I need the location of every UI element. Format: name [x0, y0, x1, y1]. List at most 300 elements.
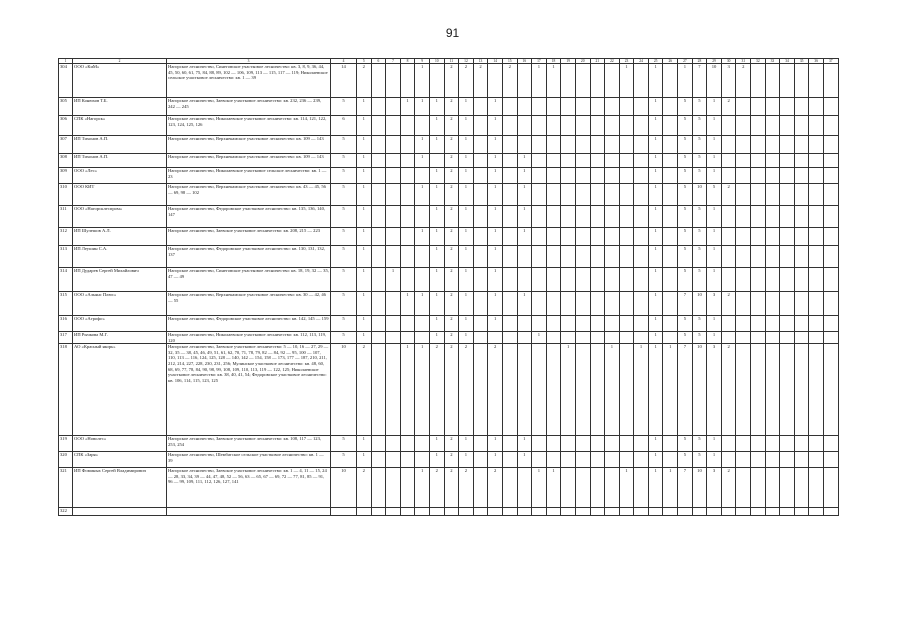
column-number: 20 — [575, 59, 590, 64]
value-cell — [575, 468, 590, 508]
forestry-location: Нагорское лесничество, Заевское участковое лесничество: кв. 108, 117 — 123, 253, 254 — [167, 436, 331, 452]
value-cell — [809, 246, 824, 268]
value-cell: 2 — [444, 184, 459, 206]
value-cell — [502, 98, 517, 116]
value-cell — [415, 316, 430, 332]
column-number: 37 — [824, 59, 839, 64]
value-cell — [663, 452, 678, 468]
value-cell: 2 — [444, 98, 459, 116]
value-cell — [546, 452, 561, 468]
value-cell — [824, 116, 839, 136]
value-cell — [780, 344, 795, 436]
value-cell — [546, 206, 561, 228]
value-cell — [561, 64, 576, 98]
value-cell — [561, 268, 576, 292]
value-cell — [663, 136, 678, 154]
value-cell — [575, 98, 590, 116]
value-cell — [502, 228, 517, 246]
value-cell — [619, 344, 634, 436]
row-number: 305 — [59, 98, 73, 116]
value-cell — [780, 332, 795, 344]
value-cell — [780, 292, 795, 316]
row-number: 316 — [59, 316, 73, 332]
value-cell — [546, 116, 561, 136]
value-cell — [546, 344, 561, 436]
value-cell: 2 — [721, 344, 736, 436]
value-cell — [780, 436, 795, 452]
value-cell — [780, 468, 795, 508]
value-cell — [605, 154, 620, 168]
value-cell — [400, 136, 415, 154]
value-cell: 3 — [707, 468, 722, 508]
value-cell — [634, 508, 649, 516]
organization-name: СПК «Нагорск» — [73, 116, 167, 136]
value-cell — [561, 184, 576, 206]
value-cell — [502, 332, 517, 344]
value-cell: 2 — [444, 436, 459, 452]
table-row — [59, 332, 839, 344]
value-cell: 1 — [707, 316, 722, 332]
column-number: 16 — [517, 59, 532, 64]
forestry-location: Нагорское лесничество, Николаевское участковое сельское лесничество: кв. 1 — 23 — [167, 168, 331, 184]
value-cell — [561, 228, 576, 246]
value-cell — [502, 292, 517, 316]
value-cell: 5 — [331, 98, 357, 116]
value-cell — [371, 468, 386, 508]
value-cell — [590, 292, 605, 316]
value-cell: 1 — [707, 98, 722, 116]
table-row — [59, 184, 839, 206]
value-cell: 1 — [415, 292, 430, 316]
value-cell: 2 — [721, 98, 736, 116]
value-cell — [590, 154, 605, 168]
value-cell: 2 — [736, 64, 751, 98]
value-cell: 1 — [429, 228, 444, 246]
value-cell: 5 — [692, 228, 707, 246]
table-row — [59, 98, 839, 116]
value-cell — [751, 268, 766, 292]
value-cell: 5 — [692, 206, 707, 228]
value-cell — [561, 98, 576, 116]
value-cell — [794, 452, 809, 468]
value-cell: 2 — [444, 292, 459, 316]
forestry-location — [167, 508, 331, 516]
value-cell: 3 — [707, 344, 722, 436]
value-cell — [780, 116, 795, 136]
value-cell: 1 — [429, 292, 444, 316]
value-cell — [400, 184, 415, 206]
value-cell — [575, 268, 590, 292]
value-cell — [765, 116, 780, 136]
organization-name: ООО «КиМ» — [73, 64, 167, 98]
value-cell: 1 — [459, 436, 474, 452]
value-cell: 2 — [721, 468, 736, 508]
value-cell — [546, 154, 561, 168]
value-cell: 1 — [459, 228, 474, 246]
value-cell — [663, 332, 678, 344]
value-cell: 1 — [488, 116, 503, 136]
value-cell: 2 — [444, 468, 459, 508]
value-cell — [780, 184, 795, 206]
value-cell: 1 — [429, 136, 444, 154]
value-cell — [721, 316, 736, 332]
value-cell: 1 — [648, 136, 663, 154]
value-cell: 1 — [634, 344, 649, 436]
value-cell — [736, 268, 751, 292]
value-cell — [780, 246, 795, 268]
value-cell: 1 — [415, 228, 430, 246]
value-cell — [371, 136, 386, 154]
value-cell: 1 — [488, 154, 503, 168]
value-cell — [415, 206, 430, 228]
value-cell: 5 — [331, 332, 357, 344]
value-cell — [532, 246, 547, 268]
value-cell — [794, 64, 809, 98]
value-cell — [575, 154, 590, 168]
value-cell — [488, 64, 503, 98]
value-cell: 10 — [692, 184, 707, 206]
value-cell — [605, 206, 620, 228]
value-cell — [605, 292, 620, 316]
value-cell — [605, 136, 620, 154]
value-cell: 5 — [331, 292, 357, 316]
value-cell: 7 — [678, 468, 693, 508]
value-cell — [794, 228, 809, 246]
value-cell — [400, 332, 415, 344]
table-row — [59, 246, 839, 268]
forestry-location: Нагорское лесничество, Николаевское участковое лесничество: кв. 112, 113, 119, 120 — [167, 332, 331, 344]
organization-name: СПК «Заря» — [73, 452, 167, 468]
value-cell — [721, 452, 736, 468]
value-cell — [590, 468, 605, 508]
value-cell — [473, 154, 488, 168]
column-number: 17 — [532, 59, 547, 64]
value-cell — [386, 116, 401, 136]
forestry-location: Нагорское лесничество, Верхнекамское участковое лесничество: кв. 109 — 143 — [167, 136, 331, 154]
value-cell — [502, 468, 517, 508]
value-cell — [371, 64, 386, 98]
value-cell: 1 — [459, 98, 474, 116]
value-cell: 2 — [444, 116, 459, 136]
value-cell — [546, 168, 561, 184]
value-cell: 5 — [331, 184, 357, 206]
value-cell — [590, 508, 605, 516]
value-cell: 10 — [692, 344, 707, 436]
value-cell — [590, 228, 605, 246]
organization-name: ИП Дударев Сергей Михайлович — [73, 268, 167, 292]
table-row — [59, 468, 839, 508]
value-cell — [780, 316, 795, 332]
value-cell — [517, 268, 532, 292]
value-cell — [473, 246, 488, 268]
value-cell — [575, 332, 590, 344]
value-cell — [780, 64, 795, 98]
value-cell — [765, 292, 780, 316]
column-number: 12 — [459, 59, 474, 64]
value-cell — [765, 436, 780, 452]
value-cell: 1 — [648, 154, 663, 168]
column-number: 2 — [73, 59, 167, 64]
value-cell: 10 — [331, 344, 357, 436]
value-cell — [780, 268, 795, 292]
organization-name: ИП Фоминых Сергей Владимирович — [73, 468, 167, 508]
column-number: 22 — [605, 59, 620, 64]
value-cell — [605, 316, 620, 332]
organization-name: ООО «Нагорсклеспром» — [73, 206, 167, 228]
value-cell: 6 — [331, 116, 357, 136]
value-cell — [400, 436, 415, 452]
value-cell — [590, 344, 605, 436]
value-cell — [371, 228, 386, 246]
value-cell: 1 — [488, 206, 503, 228]
value-cell — [824, 228, 839, 246]
value-cell — [824, 64, 839, 98]
value-cell — [371, 452, 386, 468]
value-cell — [502, 344, 517, 436]
value-cell: 1 — [429, 206, 444, 228]
value-cell — [809, 316, 824, 332]
value-cell: 5 — [678, 316, 693, 332]
column-number: 10 — [429, 59, 444, 64]
value-cell: 1 — [459, 184, 474, 206]
value-cell — [561, 116, 576, 136]
value-cell: 1 — [429, 184, 444, 206]
value-cell — [721, 116, 736, 136]
value-cell — [532, 136, 547, 154]
value-cell — [546, 228, 561, 246]
value-cell — [780, 168, 795, 184]
value-cell — [824, 344, 839, 436]
value-cell — [634, 468, 649, 508]
value-cell — [780, 98, 795, 116]
value-cell: 1 — [488, 228, 503, 246]
forestry-location: Нагорское лесничество, Заевское участковое лесничество: кв. 1 — 4, 11 — 15, 24 — 28, 33, 34, 39 — 44, 47, 48, 52 — 56, 63 — 65, 67 — 69, 72 — 77, 81, 85 — 91, 96 — 99, 109, 111, 112, 126, 127, 141 — [167, 468, 331, 508]
value-cell: 1 — [357, 168, 372, 184]
value-cell: 1 — [707, 154, 722, 168]
value-cell — [546, 136, 561, 154]
row-number: 313 — [59, 246, 73, 268]
value-cell — [605, 332, 620, 344]
value-cell — [619, 98, 634, 116]
value-cell — [386, 184, 401, 206]
value-cell: 1 — [488, 292, 503, 316]
value-cell — [546, 98, 561, 116]
value-cell — [736, 344, 751, 436]
value-cell — [663, 268, 678, 292]
value-cell: 5 — [678, 116, 693, 136]
column-number: 14 — [488, 59, 503, 64]
value-cell: 5 — [331, 246, 357, 268]
value-cell: 5 — [678, 452, 693, 468]
column-number: 15 — [502, 59, 517, 64]
value-cell — [809, 292, 824, 316]
value-cell: 2 — [502, 64, 517, 98]
forestry-location: Нагорское лесничество, Верхнекамское участковое лесничество: кв. 109 — 143 — [167, 154, 331, 168]
value-cell: 1 — [357, 246, 372, 268]
value-cell — [736, 468, 751, 508]
row-number: 312 — [59, 228, 73, 246]
column-number: 23 — [619, 59, 634, 64]
value-cell — [736, 452, 751, 468]
value-cell — [634, 436, 649, 452]
value-cell: 2 — [459, 64, 474, 98]
value-cell — [619, 268, 634, 292]
value-cell — [517, 332, 532, 344]
value-cell — [561, 436, 576, 452]
value-cell — [415, 436, 430, 452]
row-number: 322 — [59, 508, 73, 516]
value-cell — [619, 436, 634, 452]
value-cell — [502, 184, 517, 206]
value-cell: 1 — [488, 436, 503, 452]
value-cell — [605, 98, 620, 116]
value-cell: 5 — [678, 184, 693, 206]
value-cell: 5 — [692, 268, 707, 292]
value-cell — [809, 206, 824, 228]
value-cell — [794, 98, 809, 116]
value-cell: 5 — [692, 136, 707, 154]
value-cell: 1 — [415, 154, 430, 168]
value-cell: 1 — [561, 344, 576, 436]
row-number: 306 — [59, 116, 73, 136]
value-cell: 1 — [357, 436, 372, 452]
column-number: 30 — [721, 59, 736, 64]
table-row — [59, 168, 839, 184]
value-cell: 1 — [619, 468, 634, 508]
value-cell: 1 — [488, 316, 503, 332]
value-cell — [809, 184, 824, 206]
column-number: 24 — [634, 59, 649, 64]
value-cell — [751, 436, 766, 452]
value-cell — [371, 184, 386, 206]
value-cell — [400, 268, 415, 292]
value-cell: 1 — [357, 316, 372, 332]
value-cell — [532, 168, 547, 184]
value-cell — [634, 268, 649, 292]
value-cell: 5 — [678, 136, 693, 154]
value-cell — [561, 468, 576, 508]
value-cell — [824, 136, 839, 154]
forestry-location: Нагорское лесничество, Федоровское участковое лесничество: кв. 142, 145 — 159 — [167, 316, 331, 332]
value-cell — [663, 436, 678, 452]
value-cell: 1 — [415, 98, 430, 116]
value-cell — [371, 98, 386, 116]
value-cell — [386, 64, 401, 98]
value-cell — [824, 246, 839, 268]
value-cell — [590, 98, 605, 116]
value-cell — [809, 228, 824, 246]
value-cell — [663, 116, 678, 136]
value-cell — [634, 246, 649, 268]
value-cell — [386, 508, 401, 516]
value-cell — [371, 168, 386, 184]
value-cell: 5 — [678, 332, 693, 344]
value-cell — [357, 508, 372, 516]
value-cell — [634, 292, 649, 316]
value-cell — [619, 228, 634, 246]
value-cell — [561, 136, 576, 154]
row-number: 304 — [59, 64, 73, 98]
value-cell — [415, 268, 430, 292]
forestry-location: Нагорское лесничество, Заевское участковое лесничество: 5 — 10, 16 — 27, 29 — 32, 35 — 38, 45, 46, 49, 51, 61, 62, 70, 71, 78, 79, 82 — 84, 92 — 95, 100 — 107, 110, 113 — 116, 124, 125, 128 — 140, 142 — 154, 158 — 173, 177 — 187, 210, 211, 212, 214, 227, 228, 230, 231, 256; Мулинское участковое лесничество: кв. 48, 60, 68, 69, 77, 78, 84, 90, 98, 99, 108, 109, 110, 113, 119 — 122, 125; Николаевское участковое лесничество: кв. 38, 40, 41, 54; Федоровское участковое лесничество: кв. 106, 114, 115, 123, 125 — [167, 344, 331, 436]
value-cell — [517, 136, 532, 154]
value-cell: 1 — [707, 206, 722, 228]
value-cell — [400, 228, 415, 246]
value-cell — [634, 98, 649, 116]
value-cell — [532, 228, 547, 246]
value-cell: 1 — [619, 64, 634, 98]
value-cell — [590, 246, 605, 268]
value-cell: 5 — [331, 136, 357, 154]
row-number: 318 — [59, 344, 73, 436]
value-cell — [371, 154, 386, 168]
value-cell: 2 — [444, 168, 459, 184]
value-cell — [765, 98, 780, 116]
value-cell — [575, 316, 590, 332]
value-cell — [765, 344, 780, 436]
value-cell — [809, 468, 824, 508]
value-cell — [371, 292, 386, 316]
organization-name: АО «Красный якорь» — [73, 344, 167, 436]
table-row — [59, 228, 839, 246]
value-cell — [473, 332, 488, 344]
value-cell — [634, 154, 649, 168]
value-cell: 1 — [357, 136, 372, 154]
value-cell: 1 — [357, 292, 372, 316]
value-cell: 5 — [331, 316, 357, 332]
value-cell: 1 — [429, 246, 444, 268]
value-cell — [371, 246, 386, 268]
value-cell — [386, 228, 401, 246]
value-cell — [532, 452, 547, 468]
value-cell — [546, 316, 561, 332]
value-cell — [780, 228, 795, 246]
value-cell: 1 — [459, 316, 474, 332]
value-cell — [502, 268, 517, 292]
value-cell — [794, 154, 809, 168]
value-cell — [765, 316, 780, 332]
value-cell: 5 — [692, 98, 707, 116]
value-cell: 1 — [532, 332, 547, 344]
value-cell — [590, 168, 605, 184]
column-number: 28 — [692, 59, 707, 64]
value-cell — [473, 292, 488, 316]
value-cell — [794, 268, 809, 292]
value-cell — [371, 268, 386, 292]
value-cell — [634, 136, 649, 154]
column-number: 8 — [400, 59, 415, 64]
value-cell — [751, 344, 766, 436]
value-cell: 2 — [721, 184, 736, 206]
value-cell — [473, 184, 488, 206]
value-cell: 1 — [663, 344, 678, 436]
value-cell — [532, 268, 547, 292]
value-cell — [751, 452, 766, 468]
value-cell — [605, 268, 620, 292]
value-cell — [532, 316, 547, 332]
table-row — [59, 436, 839, 452]
value-cell — [765, 332, 780, 344]
row-number: 321 — [59, 468, 73, 508]
value-cell — [502, 246, 517, 268]
value-cell — [809, 64, 824, 98]
value-cell: 5 — [692, 332, 707, 344]
value-cell — [809, 154, 824, 168]
table-row — [59, 316, 839, 332]
value-cell — [386, 168, 401, 184]
value-cell: 1 — [488, 136, 503, 154]
value-cell — [502, 316, 517, 332]
